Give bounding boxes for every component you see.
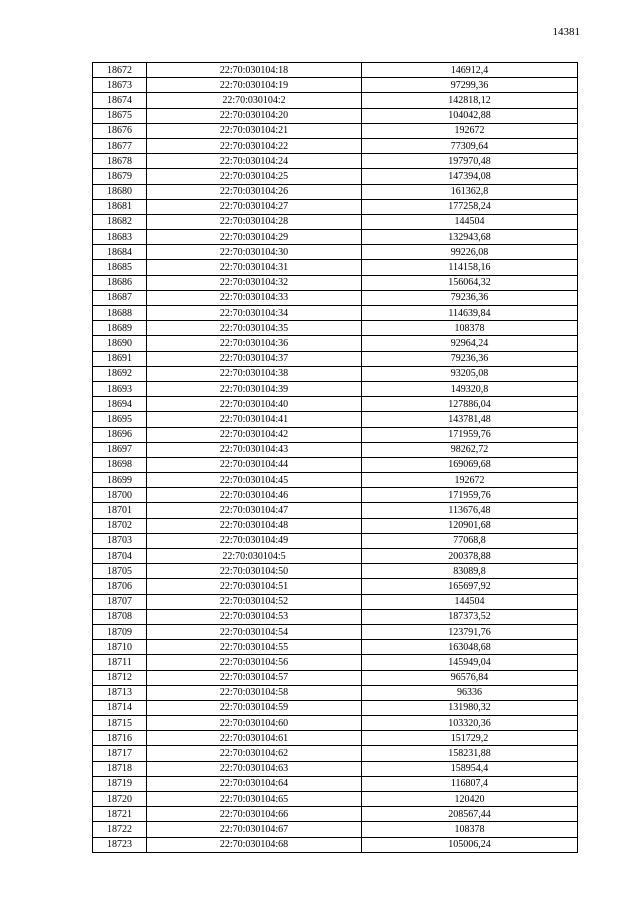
row-number-cell: 18720 <box>93 792 147 807</box>
table-row <box>93 199 578 214</box>
cadastral-number-cell: 22:70:030104:63 <box>147 761 362 776</box>
table-row <box>93 275 578 290</box>
row-number-cell: 18676 <box>93 123 147 138</box>
cadastral-number-cell: 22:70:030104:50 <box>147 564 362 579</box>
cadastral-number-cell: 22:70:030104:39 <box>147 381 362 396</box>
table-row <box>93 260 578 275</box>
cadastral-number-cell: 22:70:030104:43 <box>147 442 362 457</box>
cadastral-value-cell: 197970,48 <box>362 154 578 169</box>
row-number-cell: 18719 <box>93 776 147 791</box>
cadastral-value-cell: 171959,76 <box>362 488 578 503</box>
cadastral-number-cell: 22:70:030104:37 <box>147 351 362 366</box>
row-number-cell: 18703 <box>93 533 147 548</box>
cadastral-value-cell: 83089,8 <box>362 564 578 579</box>
row-number-cell: 18677 <box>93 138 147 153</box>
cadastral-value-cell: 105006,24 <box>362 837 578 852</box>
table-row <box>93 716 578 731</box>
cadastral-value-cell: 79236,36 <box>362 351 578 366</box>
row-number-cell: 18706 <box>93 579 147 594</box>
row-number-cell: 18721 <box>93 807 147 822</box>
table-row <box>93 594 578 609</box>
cadastral-number-cell: 22:70:030104:60 <box>147 716 362 731</box>
cadastral-number-cell: 22:70:030104:68 <box>147 837 362 852</box>
cadastral-value-cell: 177258,24 <box>362 199 578 214</box>
cadastral-value-cell: 146912,4 <box>362 63 578 78</box>
cadastral-value-cell: 161362,8 <box>362 184 578 199</box>
row-number-cell: 18711 <box>93 655 147 670</box>
table-row <box>93 245 578 260</box>
cadastral-value-cell: 92964,24 <box>362 336 578 351</box>
cadastral-number-cell: 22:70:030104:52 <box>147 594 362 609</box>
cadastral-value-cell: 116807,4 <box>362 776 578 791</box>
table-row <box>93 503 578 518</box>
cadastral-value-cell: 120420 <box>362 792 578 807</box>
table-row <box>93 169 578 184</box>
row-number-cell: 18718 <box>93 761 147 776</box>
cadastral-value-cell: 151729,2 <box>362 731 578 746</box>
table-row <box>93 457 578 472</box>
row-number-cell: 18710 <box>93 640 147 655</box>
cadastral-value-cell: 144504 <box>362 594 578 609</box>
table-row <box>93 138 578 153</box>
row-number-cell: 18713 <box>93 685 147 700</box>
cadastral-value-cell: 127886,04 <box>362 397 578 412</box>
cadastral-number-cell: 22:70:030104:62 <box>147 746 362 761</box>
table-row <box>93 700 578 715</box>
row-number-cell: 18702 <box>93 518 147 533</box>
cadastral-value-cell: 171959,76 <box>362 427 578 442</box>
table-row <box>93 290 578 305</box>
cadastral-number-cell: 22:70:030104:48 <box>147 518 362 533</box>
cadastral-number-cell: 22:70:030104:18 <box>147 63 362 78</box>
cadastral-number-cell: 22:70:030104:2 <box>147 93 362 108</box>
table-row <box>93 154 578 169</box>
cadastral-number-cell: 22:70:030104:32 <box>147 275 362 290</box>
row-number-cell: 18680 <box>93 184 147 199</box>
cadastral-value-cell: 131980,32 <box>362 700 578 715</box>
table-row <box>93 78 578 93</box>
cadastral-value-cell: 132943,68 <box>362 230 578 245</box>
table-row <box>93 579 578 594</box>
cadastral-value-cell: 98262,72 <box>362 442 578 457</box>
cadastral-value-cell: 108378 <box>362 822 578 837</box>
cadastral-number-cell: 22:70:030104:38 <box>147 366 362 381</box>
cadastral-value-cell: 144504 <box>362 214 578 229</box>
table-row <box>93 184 578 199</box>
table-row <box>93 412 578 427</box>
cadastral-number-cell: 22:70:030104:20 <box>147 108 362 123</box>
table-row <box>93 93 578 108</box>
cadastral-value-cell: 149320,8 <box>362 381 578 396</box>
row-number-cell: 18723 <box>93 837 147 852</box>
cadastral-number-cell: 22:70:030104:46 <box>147 488 362 503</box>
table-row <box>93 792 578 807</box>
cadastral-number-cell: 22:70:030104:58 <box>147 685 362 700</box>
table-row <box>93 549 578 564</box>
table-row <box>93 397 578 412</box>
row-number-cell: 18716 <box>93 731 147 746</box>
cadastral-value-cell: 143781,48 <box>362 412 578 427</box>
cadastral-value-cell: 79236,36 <box>362 290 578 305</box>
table-row <box>93 427 578 442</box>
cadastral-number-cell: 22:70:030104:59 <box>147 700 362 715</box>
cadastral-number-cell: 22:70:030104:49 <box>147 533 362 548</box>
cadastral-number-cell: 22:70:030104:61 <box>147 731 362 746</box>
row-number-cell: 18700 <box>93 488 147 503</box>
row-number-cell: 18682 <box>93 214 147 229</box>
row-number-cell: 18712 <box>93 670 147 685</box>
row-number-cell: 18714 <box>93 700 147 715</box>
row-number-cell: 18684 <box>93 245 147 260</box>
row-number-cell: 18689 <box>93 321 147 336</box>
table-row <box>93 214 578 229</box>
cadastral-value-cell: 104042,88 <box>362 108 578 123</box>
table-row <box>93 837 578 852</box>
page-number: 14381 <box>552 26 580 38</box>
table-row <box>93 230 578 245</box>
cadastral-number-cell: 22:70:030104:45 <box>147 473 362 488</box>
cadastral-value-cell: 113676,48 <box>362 503 578 518</box>
cadastral-value-cell: 77068,8 <box>362 533 578 548</box>
cadastral-value-cell: 99226,08 <box>362 245 578 260</box>
table-body <box>93 63 578 853</box>
table-row <box>93 381 578 396</box>
cadastral-value-cell: 187373,52 <box>362 609 578 624</box>
cadastral-value-cell: 120901,68 <box>362 518 578 533</box>
cadastral-number-cell: 22:70:030104:53 <box>147 609 362 624</box>
row-number-cell: 18699 <box>93 473 147 488</box>
table-row <box>93 321 578 336</box>
cadastral-number-cell: 22:70:030104:64 <box>147 776 362 791</box>
cadastral-value-cell: 93205,08 <box>362 366 578 381</box>
row-number-cell: 18708 <box>93 609 147 624</box>
cadastral-value-cell: 147394,08 <box>362 169 578 184</box>
row-number-cell: 18715 <box>93 716 147 731</box>
row-number-cell: 18687 <box>93 290 147 305</box>
table-row <box>93 731 578 746</box>
cadastral-number-cell: 22:70:030104:67 <box>147 822 362 837</box>
table-row <box>93 746 578 761</box>
table-row <box>93 822 578 837</box>
table-row <box>93 533 578 548</box>
cadastral-value-cell: 165697,92 <box>362 579 578 594</box>
table-row <box>93 108 578 123</box>
table-row <box>93 807 578 822</box>
row-number-cell: 18692 <box>93 366 147 381</box>
table-row <box>93 351 578 366</box>
cadastral-number-cell: 22:70:030104:42 <box>147 427 362 442</box>
cadastral-value-cell: 158231,88 <box>362 746 578 761</box>
row-number-cell: 18679 <box>93 169 147 184</box>
row-number-cell: 18688 <box>93 306 147 321</box>
cadastral-value-cell: 192672 <box>362 123 578 138</box>
cadastral-number-cell: 22:70:030104:54 <box>147 624 362 639</box>
row-number-cell: 18696 <box>93 427 147 442</box>
cadastral-number-cell: 22:70:030104:26 <box>147 184 362 199</box>
cadastral-value-cell: 145949,04 <box>362 655 578 670</box>
cadastral-number-cell: 22:70:030104:36 <box>147 336 362 351</box>
row-number-cell: 18705 <box>93 564 147 579</box>
cadastral-number-cell: 22:70:030104:19 <box>147 78 362 93</box>
row-number-cell: 18717 <box>93 746 147 761</box>
cadastral-value-table <box>92 62 578 853</box>
table-row <box>93 518 578 533</box>
cadastral-value-cell: 108378 <box>362 321 578 336</box>
row-number-cell: 18686 <box>93 275 147 290</box>
cadastral-value-cell: 96576,84 <box>362 670 578 685</box>
row-number-cell: 18695 <box>93 412 147 427</box>
cadastral-number-cell: 22:70:030104:57 <box>147 670 362 685</box>
cadastral-number-cell: 22:70:030104:47 <box>147 503 362 518</box>
row-number-cell: 18678 <box>93 154 147 169</box>
cadastral-value-cell: 77309,64 <box>362 138 578 153</box>
cadastral-number-cell: 22:70:030104:34 <box>147 306 362 321</box>
cadastral-number-cell: 22:70:030104:33 <box>147 290 362 305</box>
table-row <box>93 564 578 579</box>
cadastral-value-cell: 114158,16 <box>362 260 578 275</box>
table-row <box>93 685 578 700</box>
cadastral-value-cell: 208567,44 <box>362 807 578 822</box>
cadastral-number-cell: 22:70:030104:29 <box>147 230 362 245</box>
table-row <box>93 640 578 655</box>
table-row <box>93 624 578 639</box>
cadastral-number-cell: 22:70:030104:56 <box>147 655 362 670</box>
table-row <box>93 776 578 791</box>
cadastral-value-cell: 192672 <box>362 473 578 488</box>
cadastral-number-cell: 22:70:030104:24 <box>147 154 362 169</box>
row-number-cell: 18704 <box>93 549 147 564</box>
table-row <box>93 63 578 78</box>
row-number-cell: 18685 <box>93 260 147 275</box>
row-number-cell: 18673 <box>93 78 147 93</box>
row-number-cell: 18698 <box>93 457 147 472</box>
cadastral-number-cell: 22:70:030104:21 <box>147 123 362 138</box>
row-number-cell: 18701 <box>93 503 147 518</box>
cadastral-number-cell: 22:70:030104:30 <box>147 245 362 260</box>
cadastral-value-cell: 114639,84 <box>362 306 578 321</box>
cadastral-value-cell: 123791,76 <box>362 624 578 639</box>
cadastral-number-cell: 22:70:030104:25 <box>147 169 362 184</box>
row-number-cell: 18707 <box>93 594 147 609</box>
row-number-cell: 18674 <box>93 93 147 108</box>
cadastral-value-cell: 96336 <box>362 685 578 700</box>
cadastral-number-cell: 22:70:030104:55 <box>147 640 362 655</box>
cadastral-number-cell: 22:70:030104:31 <box>147 260 362 275</box>
row-number-cell: 18693 <box>93 381 147 396</box>
cadastral-number-cell: 22:70:030104:44 <box>147 457 362 472</box>
row-number-cell: 18690 <box>93 336 147 351</box>
row-number-cell: 18697 <box>93 442 147 457</box>
table-row <box>93 670 578 685</box>
cadastral-value-cell: 103320,36 <box>362 716 578 731</box>
row-number-cell: 18672 <box>93 63 147 78</box>
cadastral-number-cell: 22:70:030104:41 <box>147 412 362 427</box>
cadastral-value-cell: 163048,68 <box>362 640 578 655</box>
row-number-cell: 18691 <box>93 351 147 366</box>
row-number-cell: 18722 <box>93 822 147 837</box>
table-row <box>93 655 578 670</box>
table-row <box>93 488 578 503</box>
cadastral-number-cell: 22:70:030104:51 <box>147 579 362 594</box>
cadastral-number-cell: 22:70:030104:22 <box>147 138 362 153</box>
table-row <box>93 336 578 351</box>
table-row <box>93 366 578 381</box>
table-row <box>93 123 578 138</box>
cadastral-value-cell: 169069,68 <box>362 457 578 472</box>
row-number-cell: 18683 <box>93 230 147 245</box>
row-number-cell: 18681 <box>93 199 147 214</box>
cadastral-number-cell: 22:70:030104:66 <box>147 807 362 822</box>
cadastral-number-cell: 22:70:030104:27 <box>147 199 362 214</box>
table-row <box>93 761 578 776</box>
table-row <box>93 306 578 321</box>
cadastral-number-cell: 22:70:030104:40 <box>147 397 362 412</box>
table-row <box>93 473 578 488</box>
table-row <box>93 442 578 457</box>
cadastral-number-cell: 22:70:030104:5 <box>147 549 362 564</box>
cadastral-number-cell: 22:70:030104:28 <box>147 214 362 229</box>
cadastral-value-cell: 158954,4 <box>362 761 578 776</box>
row-number-cell: 18675 <box>93 108 147 123</box>
cadastral-number-cell: 22:70:030104:35 <box>147 321 362 336</box>
cadastral-value-cell: 200378,88 <box>362 549 578 564</box>
cadastral-value-cell: 97299,36 <box>362 78 578 93</box>
cadastral-value-cell: 156064,32 <box>362 275 578 290</box>
cadastral-value-cell: 142818,12 <box>362 93 578 108</box>
cadastral-number-cell: 22:70:030104:65 <box>147 792 362 807</box>
table-row <box>93 609 578 624</box>
row-number-cell: 18694 <box>93 397 147 412</box>
row-number-cell: 18709 <box>93 624 147 639</box>
